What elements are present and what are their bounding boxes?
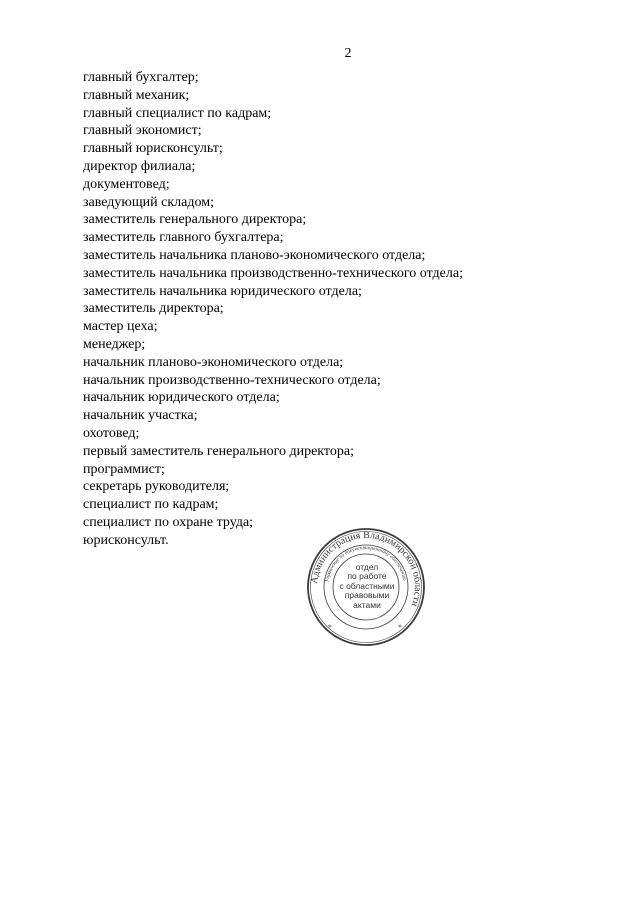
list-item: специалист по кадрам; [83,497,219,513]
seal-star-left: * [328,623,332,632]
list-item: заместитель главного бухгалтера; [83,230,284,246]
list-item: главный экономист; [83,123,202,139]
list-item: заведующий складом; [83,194,214,210]
list-item: юрисконсульт. [83,532,169,548]
seal-center-line: правовыми [344,590,390,601]
list-item: менеджер; [83,336,146,352]
list-item: главный юрисконсульт; [83,141,223,157]
position-list [83,69,463,550]
page-number: 2 [344,46,352,61]
seal-star-right: * [398,623,402,632]
seal-center-text [336,563,398,610]
list-item: начальник производственно-технического отдела; [83,372,381,388]
list-item: документовед; [83,176,170,192]
list-item: секретарь руководителя; [83,479,230,495]
list-item: начальник юридического отдела; [83,390,280,406]
seal-center-line: с областными [339,580,395,591]
list-item: начальник участка; [83,408,198,424]
seal-center-line: актами [353,599,381,610]
list-item: первый заместитель генерального директора; [83,443,354,459]
seal-center-line: отдел [355,562,379,572]
list-item: мастер цеха; [83,319,158,335]
list-item: начальник планово-экономического отдела; [83,354,344,370]
seal-center-line: по работе [347,571,387,582]
list-item: главный бухгалтер; [83,70,199,85]
list-item: главный механик; [83,87,190,103]
list-item: заместитель начальника планово-экономического отдела; [83,247,426,263]
list-item: охотовед; [83,425,140,441]
list-item: главный специалист по кадрам; [83,105,272,121]
list-item: директор филиала; [83,158,196,174]
seal-outer-text: Администрация Владимирской области [309,529,424,608]
list-item: заместитель начальника производственно-технического отдела; [83,265,463,281]
list-item: специалист по охране труда; [83,514,254,530]
list-item: заместитель директора; [83,301,224,317]
list-item: заместитель начальника юридического отдела; [83,283,362,299]
list-item: заместитель генерального директора; [83,212,307,228]
seal-inner-text: Управление по документационному обеспечению [324,544,408,583]
list-item: программист; [83,461,165,477]
